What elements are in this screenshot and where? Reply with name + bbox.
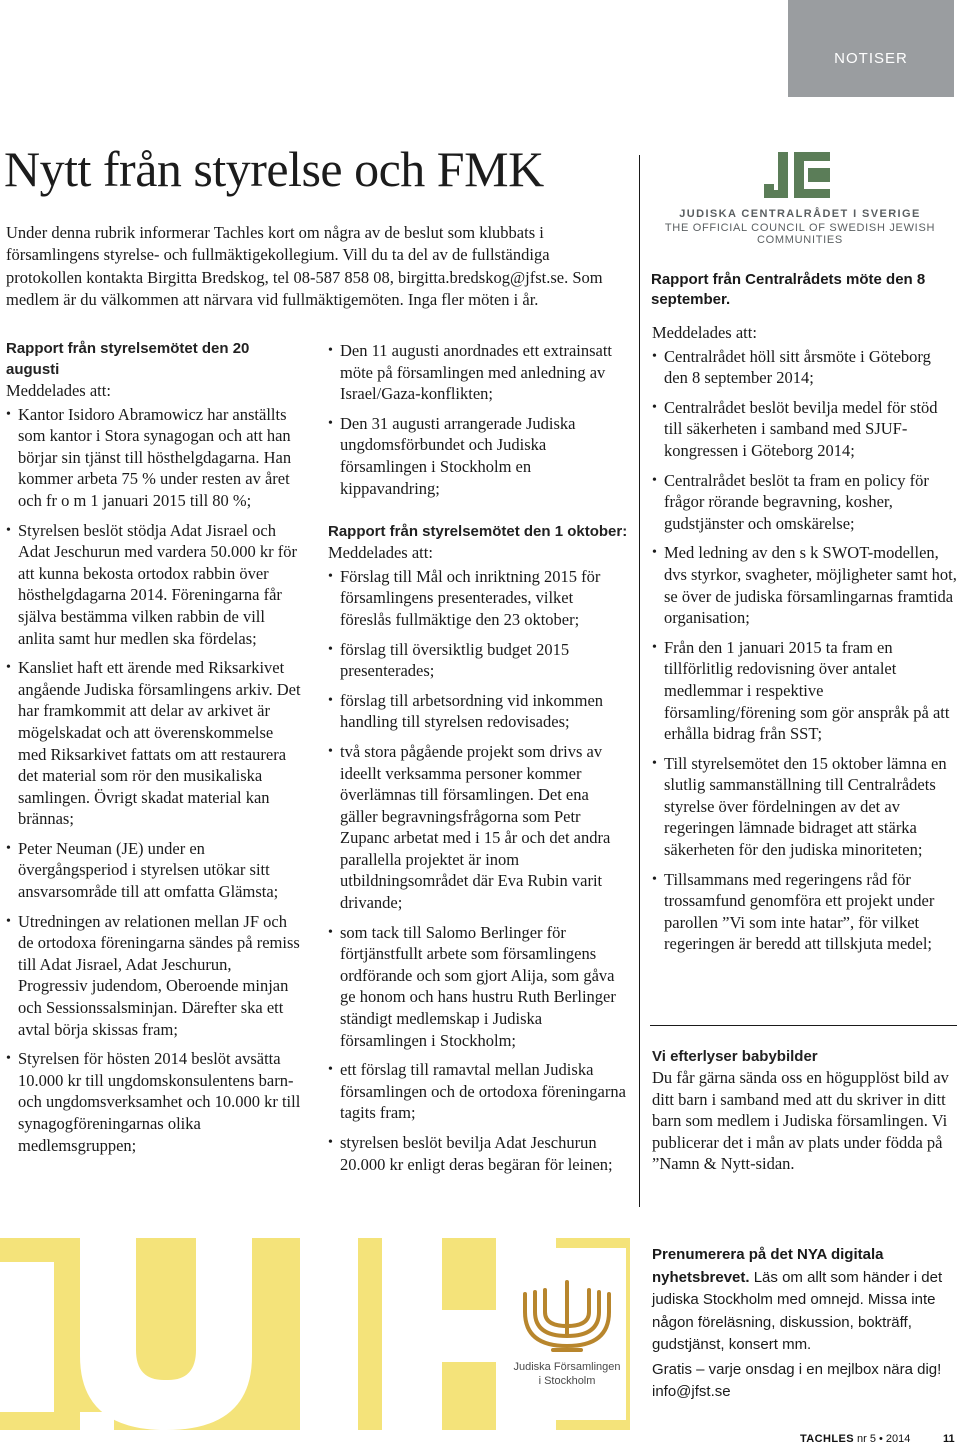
section-lead: Meddelades att: — [6, 381, 111, 400]
list-item: • ett förslag till ramavtal mellan Judiska församlingen och de ortodoxa föreningarna tagits fram; — [328, 1059, 628, 1124]
jfst-logo-line2: i Stockholm — [538, 1375, 596, 1387]
centralradet-name — [652, 208, 948, 246]
list-item: • Centralrådet beslöt ta fram en policy för frågor rörande begravning, kosher, gudstjänster och omskärelse; — [652, 470, 957, 535]
list-item: • Styrelsen beslöt stödja Adat Jisrael och Adat Jeschurun med vardera 50.000 kr för att kunna bekosta ortodox rabbin över hösthelgdagarna 2014. Föreningarna får själva bestämma vilken rabbin de vill anlita samt hur medlen ska fördelas; — [6, 520, 302, 650]
jfst-banner-graphic — [0, 1238, 630, 1430]
list-item: • Tillsammans med regeringens råd för trossamfund genomföra ett projekt under parollen ”Vi som inte hatar”, för vilket regeringen är beredd att tillskjuta medel; — [652, 869, 957, 955]
centralradet-name-en: THE OFFICIAL COUNCIL OF SWEDISH JEWISH COMMUNITIES — [664, 222, 936, 246]
page-footer — [800, 1433, 955, 1445]
bullet-list — [652, 346, 957, 955]
section-heading: Rapport från styrelsemötet den 1 oktober: — [328, 523, 628, 541]
list-item: • Styrelsen för hösten 2014 beslöt avsätta 10.000 kr till ungdomskonsulentens barn- och ungdomsverksamhet och 10.000 kr till synagogföreningarnas olika medlemsgruppen; — [6, 1048, 302, 1156]
column-centralradet — [652, 322, 957, 955]
intro-paragraph: Under denna rubrik informerar Tachles kort om några av de beslut som klubbats i församlingens styrelse- och fullmäktigekollegium. Vill du ta del av de fullständiga protokollen kontakta Birgitta Bredskog, tel 08-587 858 08, birgitta.bredskog@jfst.se. Som medlem är du välkommen att närvara vid fullmäktigemöten. Inga fler möten i år. — [6, 223, 603, 309]
list-item: • Förslag till Mål och inriktning 2015 för församlingens presenterades, vilket föreslås fullmäktige den 23 oktober; — [328, 566, 628, 631]
baby-text: Du får gärna sända oss en högupplöst bild av ditt barn i samband med att du skriver in ditt barn som medlem i Judiska församlingen. Vi publicerar det i mån av plats under födda på ”Namn & Nytt-sidan. — [652, 1068, 949, 1174]
council-heading: Rapport från Centralrådets möte den 8 september. — [651, 271, 926, 308]
page-number: 11 — [943, 1433, 955, 1445]
issue-number: nr 5 • 2014 — [857, 1433, 911, 1445]
list-item: • förslag till arbetsordning vid inkommen handling till styrelsen redovisades; — [328, 690, 628, 733]
section-divider — [650, 1025, 957, 1026]
baby-notice — [652, 1046, 956, 1175]
centralradet-name-sv: JUDISKA CENTRALRÅDET I SVERIGE — [679, 208, 921, 220]
newsletter-heading: Prenumerera på det NYA digitala nyhetsbrevet. — [652, 1246, 884, 1286]
page-title: Nytt från styrelse och FMK — [4, 141, 544, 197]
magazine-name: TACHLES — [800, 1433, 854, 1445]
list-item: • Peter Neuman (JE) under en övergångsperiod i styrelsen utökar sitt ansvarsområde till att omfatta Glämsta; — [6, 838, 302, 903]
list-item: • Centralrådet höll sitt årsmöte i Göteborg den 8 september 2014; — [652, 346, 957, 389]
section-heading: Rapport från styrelsemötet den 20 augusti — [6, 340, 250, 378]
list-item: • Till styrelsemötet den 15 oktober lämna en slutlig sammanställning till Centralrådets styrelse över fördelningen av det av regeringen lämnade bidraget att stärka säkerheten för den judiska minoriteten; — [652, 753, 957, 861]
list-item: • Från den 1 januari 2015 ta fram en tillförlitlig redovisning över antalet medlemmar i respektive församling/förening som gör anspråk på att erhålla bidrag från SST; — [652, 637, 957, 745]
list-item: • styrelsen beslöt bevilja Adat Jeschurun 20.000 kr enligt deras begäran för leinen; — [328, 1132, 628, 1175]
list-item: • Med ledning av den s k SWOT-modellen, dvs styrkor, svagheter, möjligheter samt hot, se över de judiska församlingarnas framtida organisation; — [652, 542, 957, 628]
section-tab — [788, 0, 954, 97]
newsletter-cta: Gratis – varje onsdag i en mejlbox nära dig! info@jfst.se — [652, 1360, 942, 1400]
bullet-list — [6, 404, 302, 1157]
newsletter-promo — [652, 1244, 952, 1404]
column-styrelse-aug — [6, 338, 302, 1156]
baby-heading: Vi efterlyser babybilder — [652, 1048, 818, 1065]
column-divider — [639, 155, 640, 1207]
list-item: • Den 11 augusti anordnades ett extrainsatt möte på församlingen med anledning av Israel/Gaza-konflikten; — [328, 340, 628, 405]
list-item: • Den 31 augusti arrangerade Judiska ungdomsförbundet och Judiska församlingen i Stockholm en kippavandring; — [328, 413, 628, 499]
newsletter-text — [652, 1244, 952, 1357]
section-lead: Meddelades att: — [328, 543, 433, 563]
list-item: • förslag till översiktlig budget 2015 presenterades; — [328, 639, 628, 682]
list-item: • som tack till Salomo Berlinger för förtjänstfullt arbete som församlingens ordförande och som gjort Alija, som gåva ge honom och hans hustru Ruth Berlinger ständigt medlemskap i Judiska församlingen i Stockholm; — [328, 922, 628, 1052]
bullet-list — [328, 340, 628, 499]
section-tab-label: NOTISER — [834, 50, 908, 67]
column-styrelse-okt — [328, 340, 628, 1175]
list-item: • Utredningen av relationen mellan JF och de ortodoxa föreningarna sändes på remiss till Adat Jisrael, Adat Jeschurun, Progressiv judendom, Oberoende minjan och Sessionssalsminjan. Därefter ska ett avtal börja skissas fram; — [6, 911, 302, 1041]
list-item: • Centralrådet beslöt bevilja medel för stöd till säkerheten i samband med SJUF-kongressen i Göteborg 2014; — [652, 397, 957, 462]
list-item: • Kantor Isidoro Abramowicz har anställts som kantor i Stora synagogan och att han börjar sin tjänst till hösthelgdagarna. Han kommer arbeta 75 % under resten av året och fr o m 1 januari 2015 till 80 %; — [6, 404, 302, 512]
section-lead: Meddelades att: — [652, 323, 757, 342]
centralradet-logo-icon — [764, 152, 832, 198]
newsletter-body: Läs om allt som händer i det judiska Stockholm med omnejd. Missa inte någon föreläsning, diskussion, bokträff, gudstjänst, konsert mm. — [652, 1268, 943, 1353]
list-item: • Kansliet haft ett ärende med Riksarkivet angående Judiska församlingens arkiv. Det har framkommit att delar av arkivet är mögelskadat och att överenskommelse med Riksarkivet fattats om att restaurera det material som rör den musikaliska samlingen. Övrigt skadat material kan brännas; — [6, 657, 302, 830]
bullet-list — [328, 566, 628, 1175]
list-item: • två stora pågående projekt som drivs av ideellt verksamma personer kommer överlämnas till församlingen. Det ena gäller begravningsfrågorna som Petr Zupanc arbetat med i 15 år och det andra parallella projektet är inom utbildningsområdet där Eva Rubin varit drivande; — [328, 741, 628, 914]
jfst-logo-line1: Judiska Församlingen — [513, 1361, 621, 1373]
